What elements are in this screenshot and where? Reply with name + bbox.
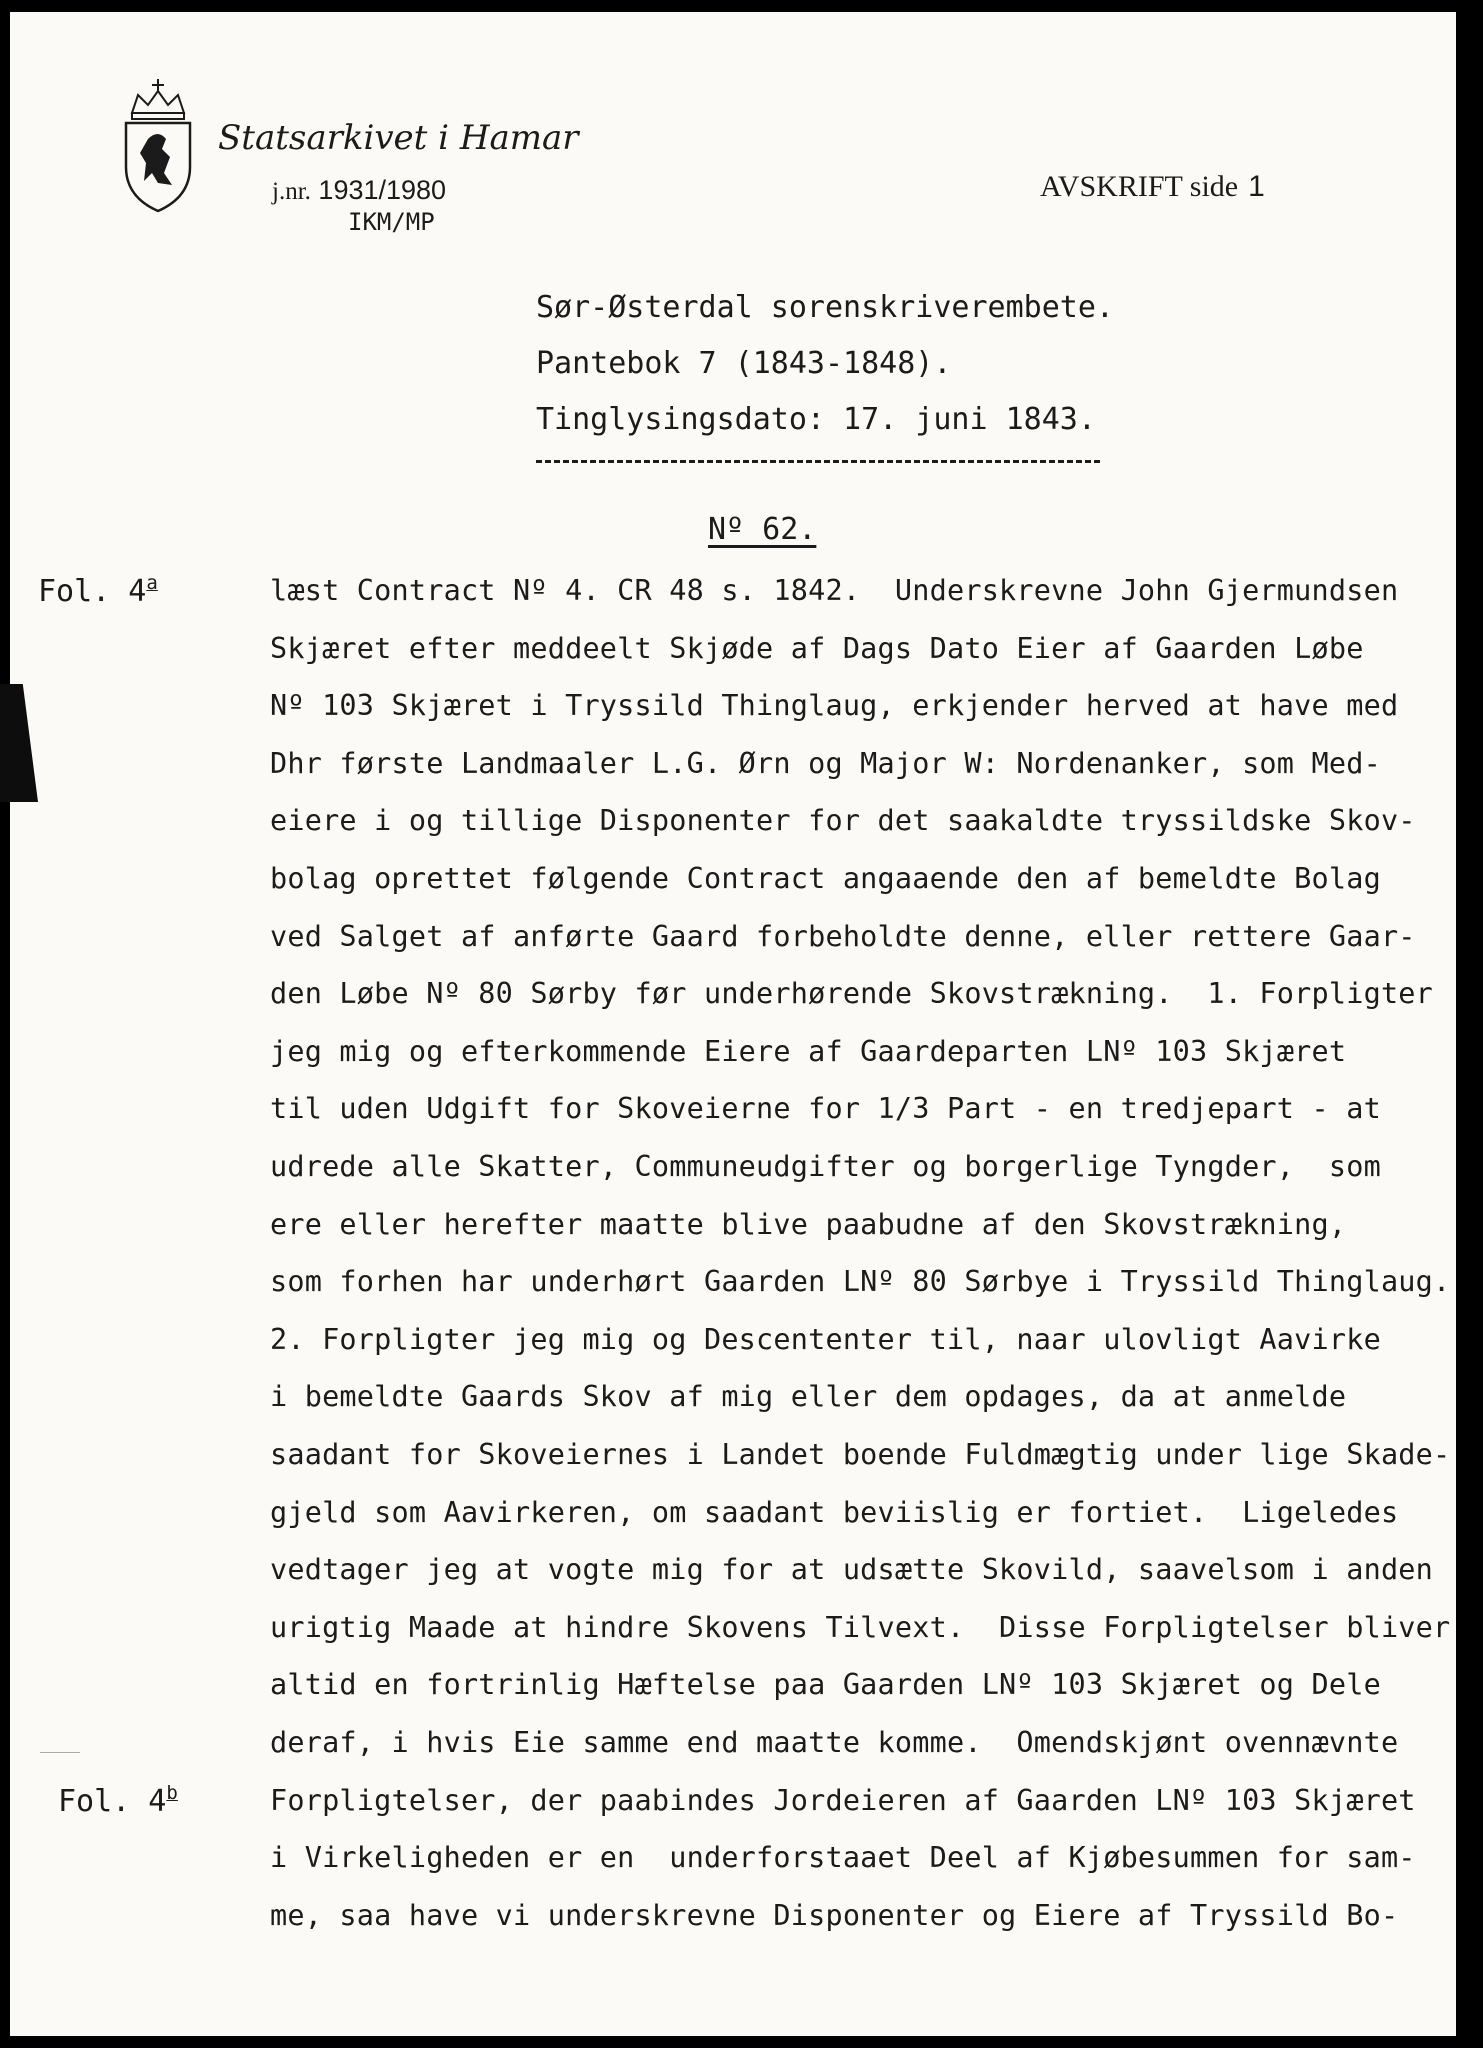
heading-office: Sør-Østerdal sorenskriverembete. [536,290,1114,325]
folio-sup: b [166,1782,178,1804]
body-line: Skjæret efter meddeelt Skjøde af Dags Dato Eier af Gaarden Løbe [270,631,1364,665]
body-line: me, saa have vi underskrevne Disponenter og Eiere af Tryssild Bo- [270,1898,1399,1932]
body-line: gjeld som Aavirkeren, om saadant beviislig er fortiet. Ligeledes [270,1495,1399,1529]
heading-date: Tinglysingsdato: 17. juni 1843. [536,402,1096,437]
body-line: udrede alle Skatter, Communeudgifter og borgerlige Tyngder, som [270,1150,1381,1183]
body-line: i bemeldte Gaards Skov af mig eller dem opdages, da at anmelde [270,1380,1347,1414]
journal-number [272,175,446,206]
body-line: Nº 103 Skjæret i Tryssild Thinglaug, erkjender herved at have med [270,689,1399,723]
body-line: læst Contract Nº 4. CR 48 s. 1842. Underskrevne John Gjermundsen [270,574,1399,607]
folio-label: Fol. 4 [58,1784,167,1819]
copy-page-label [1040,170,1265,204]
folio-marker-a [38,572,158,609]
journal-number-label: j.nr. [272,178,311,205]
body-line: urigtig Maade at hindre Skovens Tilvext. Disse Forpligtelser bliver [270,1610,1451,1644]
copy-label: AVSKRIFT side [1040,170,1239,203]
body-line: til uden Udgift for Skoveierne for 1/3 Part - en tredjepart - at [270,1092,1381,1126]
body-line: bolag oprettet følgende Contract angaaende den af bemeldte Bolag [270,862,1381,895]
folio-label: Fol. 4 [38,574,147,609]
body-line: i Virkeligheden er en underforstaaet Deel af Kjøbesummen for sam- [270,1841,1416,1875]
heading-book: Pantebok 7 (1843-1848). [536,346,952,381]
body-line: saadant for Skoveiernes i Landet boende Fuldmægtig under lige Skade- [270,1438,1451,1471]
body-line: altid en fortrinlig Hæftelse paa Gaarden LNº 103 Skjæret og Dele [270,1668,1381,1702]
entry-number: Nº 62. [708,512,817,547]
body-line: jeg mig og efterkommende Eiere af Gaardeparten LNº 103 Skjæret [270,1034,1347,1068]
divider [536,460,1100,463]
folio-marker-b [58,1782,178,1819]
folio-sup: a [146,572,158,594]
body-line: vedtager jeg at vogte mig for at udsætte Skovild, saavelsom i anden [270,1553,1434,1587]
document-page [10,12,1456,2036]
body-line: Forpligtelser, der paabindes Jordeieren af Gaarden LNº 103 Skjæret [270,1783,1416,1817]
archive-name: Statsarkivet i Hamar [218,118,579,158]
journal-number-value: 1931/1980 [318,175,447,205]
page-number: 1 [1248,170,1265,203]
body-line: ere eller herefter maatte blive paabudne af den Skovstrækning, [270,1207,1347,1241]
body-line: som forhen har underhørt Gaarden LNº 80 Sørbye i Tryssild Thinglaug. [270,1265,1451,1299]
body-line: den Løbe Nº 80 Sørby før underhørende Skovstrækning. 1. Forpligter [270,977,1434,1011]
body-line: ved Salget af anførte Gaard forbeholdte denne, eller rettere Gaar- [270,919,1416,953]
margin-tick [40,1752,80,1753]
body-line: 2. Forpligter jeg mig og Descententer til, naar ulovligt Aavirke [270,1322,1381,1356]
coat-of-arms-icon [118,77,198,217]
body-line: eiere i og tillige Disponenter for det saakaldte tryssildske Skov- [270,804,1416,838]
body-line: deraf, i hvis Eie samme end maatte komme. Omendskjønt ovennævnte [270,1726,1399,1759]
reference-initials: IKM/MP [348,208,435,236]
body-line: Dhr første Landmaaler L.G. Ørn og Major W: Nordenanker, som Med- [270,746,1381,780]
